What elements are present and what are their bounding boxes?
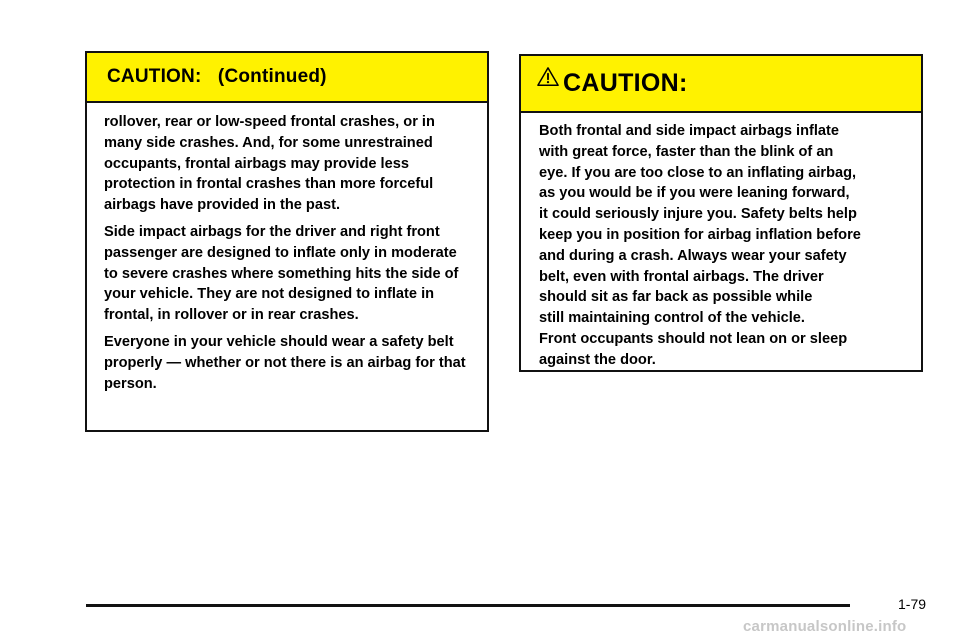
caution-paragraph: Everyone in your vehicle should wear a safety belt properly — whether or not there is an airbag for that person. [104,333,466,392]
caution-title: CAUTION: (Continued) [107,66,327,87]
caution-header [521,56,921,113]
caution-line: eye. If you are too close to an inflating airbag, [539,164,857,181]
caution-line: Front occupants should not lean on or sleep [539,330,848,347]
caution-line: it could seriously injure you. Safety belts help [539,206,857,223]
caution-line: still maintaining control of the vehicle. [539,310,805,327]
caution-title: CAUTION: [563,69,688,97]
caution-line: and during a crash. Always wear your safety [539,247,847,264]
warning-triangle-icon [537,66,559,88]
page-number: 1-79 [898,596,927,612]
caution-paragraph: rollover, rear or low-speed frontal crashes, or in many side crashes. And, for some unrestrained occupants, frontal airbags may provide less protection in frontal crashes than more forceful airbags have provided in the past. [104,114,435,214]
caution-body [87,103,487,394]
caution-box-continued [85,51,489,432]
caution-paragraph: Side impact airbags for the driver and right front passenger are designed to inflate only in moderate to severe crashes where something hits the side of your vehicle. They are not designed to inflate in frontal, in rollover or in rear crashes. [104,223,459,324]
caution-line: against the door. [539,351,656,368]
caution-body [521,113,921,371]
caution-line: Both frontal and side impact airbags inflate [539,123,840,139]
caution-box-airbag-force [519,54,923,372]
caution-line: belt, even with frontal airbags. The driver [539,268,824,285]
caution-line: should sit as far back as possible while [539,289,813,306]
caution-line: with great force, faster than the blink of an [539,143,834,160]
caution-header [87,53,487,103]
footer-rule [86,604,850,607]
watermark: carmanualsonline.info [743,618,907,635]
caution-line: as you would be if you were leaning forward, [539,185,850,202]
caution-line: keep you in position for airbag inflation before [539,226,861,243]
